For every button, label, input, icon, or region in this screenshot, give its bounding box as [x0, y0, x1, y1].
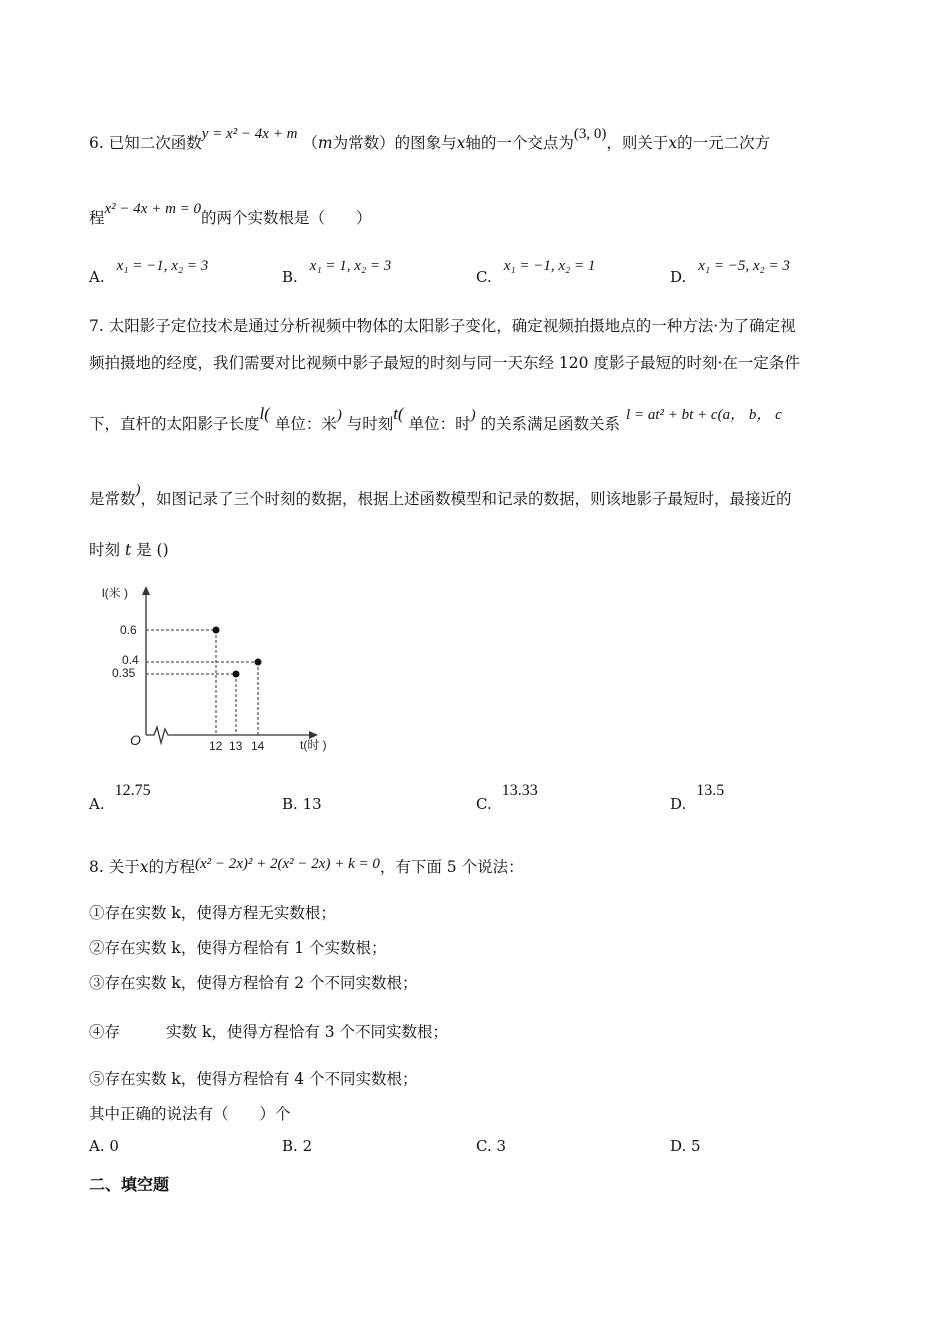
data-point-t13	[233, 671, 240, 678]
option-label: C.	[476, 795, 492, 813]
q7-line1: 7. 太阳影子定位技术是通过分析视频中物体的太阳影子变化，确定视频拍摄地点的一种方法·为了确定视	[89, 317, 796, 335]
option-label: B.	[282, 268, 298, 286]
q6-text: （	[302, 134, 318, 152]
q6-text: 的两个实数根是（ ）	[201, 209, 372, 227]
q8-statement-3: ③存在实数 k，使得方程恰有 2 个不同实数根；	[89, 974, 418, 992]
q6-number: 6.	[89, 134, 104, 152]
option-value: x₁ = 1, x₂ = 3	[309, 258, 392, 274]
q7-text: 是 ()	[136, 541, 169, 559]
x-tick-label-14: 14	[251, 739, 265, 753]
q8-question: 其中正确的说法有（ ）个	[89, 1105, 291, 1123]
q6-option-c[interactable]	[476, 258, 596, 287]
q6-function: y = x² − 4x + m	[201, 126, 298, 142]
option-value: x₁ = −1, x₂ = 3	[116, 258, 209, 274]
q7-text: 的关系满足函数关系	[475, 415, 621, 433]
q7-text: 时刻	[89, 541, 121, 559]
q6-option-b[interactable]	[282, 258, 392, 287]
q7-text: 是常数	[89, 490, 136, 508]
q6-equation: x² − 4x + m = 0	[104, 201, 202, 217]
q8-statement-4	[89, 1020, 448, 1042]
option-label: A.	[89, 268, 105, 286]
option-label: D.	[670, 1137, 687, 1155]
q6-text: 程	[89, 209, 105, 227]
q7-function: l = at² + bt + c(a， b， c	[626, 407, 782, 423]
q7-paren: )	[470, 407, 476, 423]
q6-var-x: x	[668, 134, 678, 152]
option-label: B.	[282, 795, 298, 813]
q8-option-d[interactable]	[670, 1137, 701, 1155]
q7-var-t: t(	[393, 404, 404, 423]
option-value: 13.33	[501, 782, 538, 799]
q7-text: 单位：米	[269, 415, 337, 433]
q7-paren: )	[336, 407, 342, 423]
q6-text: 的一元二次方	[677, 134, 771, 152]
option-value: 0	[109, 1137, 119, 1155]
data-point-t14	[255, 659, 262, 666]
q6-var-m: m	[317, 134, 333, 152]
q6-line2	[89, 201, 372, 228]
option-value: 12.75	[114, 782, 151, 799]
q8-text: 8. 关于	[89, 858, 140, 876]
q7-paren: )	[135, 482, 141, 498]
q6-option-a[interactable]	[89, 258, 209, 287]
q7-line5	[89, 538, 169, 560]
q7-option-c[interactable]	[476, 782, 538, 814]
option-label: D.	[670, 795, 687, 813]
x-tick-label-13: 13	[229, 739, 243, 753]
x-tick-label-12: 12	[209, 739, 223, 753]
option-value: 13	[302, 795, 322, 813]
q8-text: 实数 k，使得方程恰有 3 个不同实数根；	[166, 1023, 449, 1041]
q8-text: ④存	[89, 1023, 121, 1041]
q7-text: 与时刻	[341, 415, 394, 433]
option-label: C.	[476, 1137, 492, 1155]
q8-statement-2: ②存在实数 k，使得方程恰有 1 个实数根；	[89, 939, 387, 957]
q8-equation: (x² − 2x)² + 2(x² − 2x) + k = 0	[194, 856, 380, 872]
q8-option-b[interactable]	[282, 1137, 312, 1155]
q6-option-d[interactable]	[670, 258, 790, 287]
data-point-t12	[213, 627, 220, 634]
q7-option-b[interactable]	[282, 795, 322, 813]
q7-option-d[interactable]	[670, 782, 725, 814]
option-value: x₁ = −1, x₂ = 1	[503, 258, 596, 274]
shadow-length-graph	[100, 577, 340, 755]
q7-text: ，如图记录了三个时刻的数据，根据上述函数模型和记录的数据，则该地影子最短时，最接近的	[140, 490, 792, 508]
option-label: A.	[89, 1137, 105, 1155]
y-tick-label-0.35: 0.35	[112, 666, 136, 680]
q8-option-c[interactable]	[476, 1137, 506, 1155]
option-value: 2	[302, 1137, 313, 1155]
q8-statement-1: ①存在实数 k，使得方程无实数根；	[89, 904, 336, 922]
q8-statement-5: ⑤存在实数 k，使得方程恰有 4 个不同实数根；	[89, 1070, 418, 1088]
q8-var-x: x	[139, 858, 149, 876]
q7-var-t: t	[124, 541, 132, 559]
q6-point: (3, 0)	[573, 126, 607, 142]
q8-text: ，有下面 5 个说法：	[379, 858, 524, 876]
option-value: 5	[691, 1137, 701, 1155]
option-value: 13.5	[696, 782, 725, 799]
option-label: D.	[670, 268, 687, 286]
q6-text: 为常数）的图象与	[332, 134, 457, 152]
q7-line3	[89, 404, 782, 434]
q7-line4	[89, 482, 792, 509]
q7-option-a[interactable]	[89, 782, 151, 814]
option-label: C.	[476, 268, 492, 286]
origin-label: O	[130, 732, 141, 748]
y-axis-label: l(米 )	[102, 586, 128, 600]
option-value: x₁ = −5, x₂ = 3	[698, 258, 790, 274]
q8-option-a[interactable]	[89, 1137, 119, 1155]
option-label: A.	[89, 795, 105, 813]
q7-text: 下，直杆的太阳影子长度	[89, 415, 260, 433]
y-tick-label-0.6: 0.6	[120, 623, 137, 637]
q7-line2: 频拍摄地的经度，我们需要对比视频中影子最短的时刻与同一天东经 120 度影子最短的时刻·在一定条件	[89, 354, 800, 372]
x-axis-label: t(时 )	[300, 738, 327, 752]
section-heading-fill-in: 二、填空题	[89, 1175, 170, 1194]
q6-var-x: x	[456, 134, 466, 152]
option-value: 3	[496, 1137, 507, 1155]
q6-text: 已知二次函数	[108, 134, 202, 152]
y-tick-label-0.4: 0.4	[122, 653, 139, 667]
q7-text: 单位：时	[403, 415, 471, 433]
option-label: B.	[282, 1137, 298, 1155]
q8-text: 的方程	[148, 858, 195, 876]
q6-line1	[89, 126, 771, 153]
q6-text: 轴的一个交点为	[465, 134, 574, 152]
q6-text: ，则关于	[606, 134, 669, 152]
q7-var-l: l(	[259, 404, 270, 423]
q8-line1	[89, 855, 524, 877]
